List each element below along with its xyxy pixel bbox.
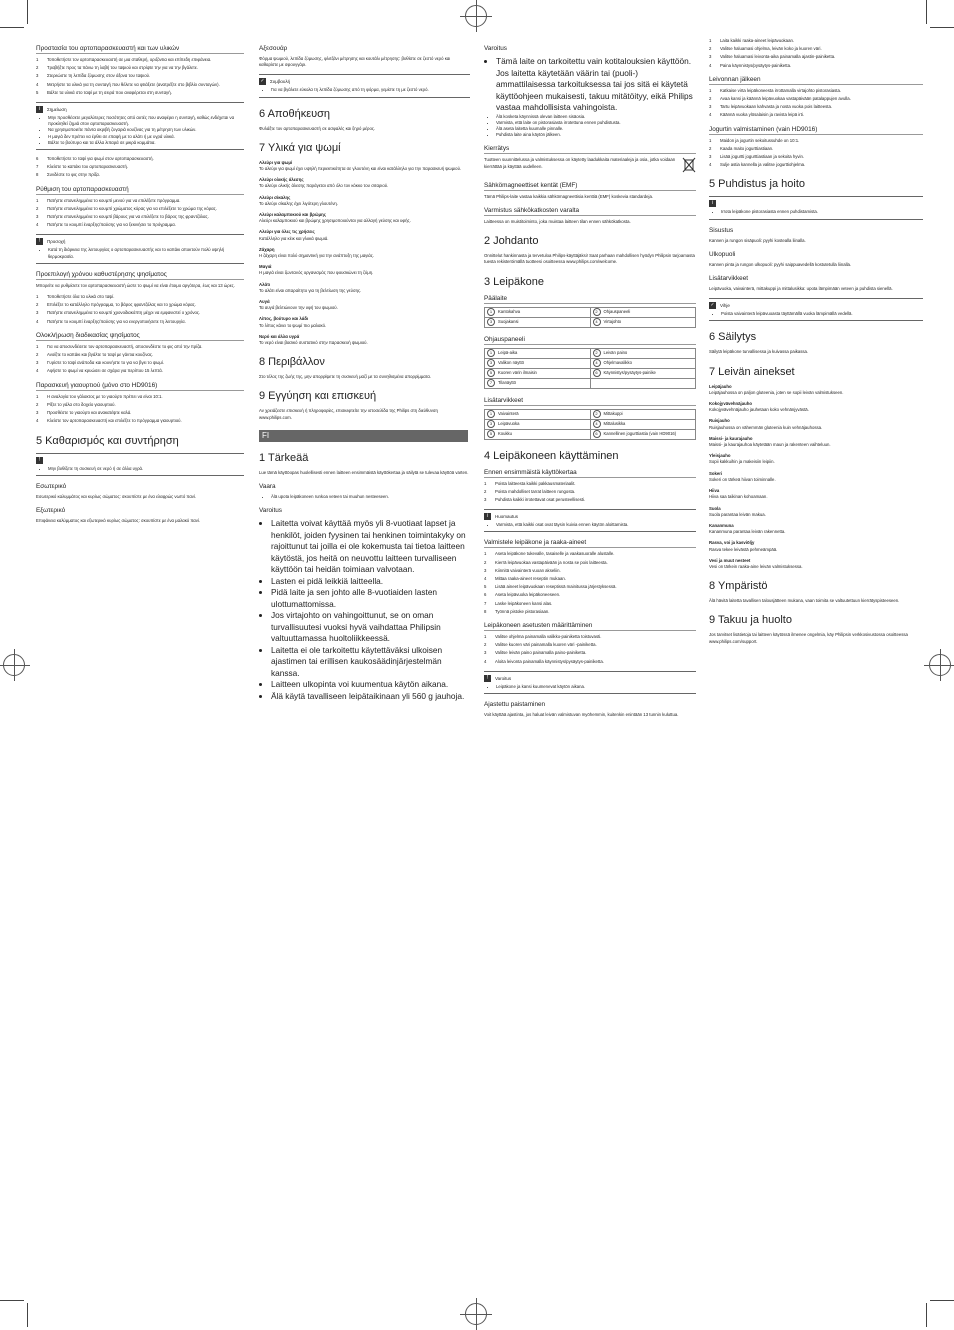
heading-preset: Προεπιλογή χρόνου καθυστέρησης ψησίματος [36,271,244,280]
heading-first-use: Ennen ensimmäistä käyttökertaa [484,469,696,478]
heading-main-unit: Päälaite [484,295,696,304]
intro-text: Lue tämä käyttöopas huolellisesti ennen laitteen ensimmäistä käyttökertaa ja säilytä se tulevaa käyttöä varten. [259,469,469,475]
note-icon: i [484,513,491,520]
steps-yogurt [36,394,244,425]
section-heading: 6 Αποθήκευση [259,107,331,120]
crop-mark [930,1300,954,1301]
heading-inner: Εσωτερικό [36,482,67,490]
step: 7 Κλείστε το καπάκι του αρτοπαρασκευαστή. [36,164,129,170]
weee-bin-icon [682,157,696,173]
tip-icon: ✓ [260,78,265,85]
step: 2 Kaada maito jogurttiastiaan. [709,145,774,151]
preset-text: Μπορείτε να ρυθμίσετε τον αρτοπαρασκευαστή ώστε το ψωμί να είναι έτοιμο αργότερα, έως και 13 ώρες. [36,282,235,288]
caution-box: ! • Μην βυθίζετε τη συσκευή σε νερό ή σε άλλα υγρά. [36,453,244,476]
note-box [36,102,244,150]
step: 3 Γυρίστε το ταψί ανάποδα και κουνήστε το για να βγει το ψωμί. [36,360,164,366]
step: 3 Kiinnitä vaivainterä vuoan akseliin. [484,567,561,573]
list-item: • Älä upota leipäkoneen runkoa veteen tai muuhun nesteeseen. [271,494,470,500]
section-heading: 8 Περιβάλλον [259,356,325,369]
section-heading: 9 Takuu ja huolto [709,614,792,627]
heading-accessories: Αξεσουάρ [259,45,288,52]
steps-yogurt [709,138,923,169]
step: 2 Πατήστε επανειλημμένα το κουμπί χρώματος κόρας για να επιλέξετε το χρώμα της κόρας. [36,205,217,211]
step: 1 Τοποθετήστε τον αρτοπαρασκευαστή σε μια σταθερή, οριζόντια και επίπεδη επιφάνεια. [36,57,212,62]
step: 1 Laita kaikki raaka-aineet leipävuokaan. [709,38,795,43]
heading-outside: Ulkopuoli [709,250,736,258]
crop-mark [27,0,28,24]
step: 2 Τραβήξτε προς τα πάνω τη λαβή του ταψιού και στρίψτε την για να την βγάλετε. [36,65,198,71]
heading-recycling: Kierrätys [484,145,696,154]
step: 3 Puhdista kaikki irrotettavat osat perusteellisesti. [484,496,586,502]
warning-icon: ! [36,238,43,245]
caution-box: ! Προσοχή • Κατά τη διάρκεια της λειτουργίας ο αρτοπαρασκευαστής και το καπάκι αποκτούν πολύ υψηλή θερμοκρασία. [36,234,244,263]
heading-after-baking: Leivonnan jälkeen [709,76,923,85]
step: 3 Tartu leipävuokaan kahvasta ja nosta vuoka pois laitteesta. [709,104,833,110]
list-item: • Puhdista laite aina käytön jälkeen. [496,132,696,138]
main-unit-table: 1 Kantokahva 2 Ohjauspaneeli 3 Suojakansi 4 Virtajohto [484,307,696,328]
step: 2 Avaa kansi ja käännä leipävuokaa vastapäivään patalappujen avulla. [709,96,851,102]
storage-text: Säilytä leipäkone turvallisessa ja kuivassa paikassa. [709,349,809,355]
note-item: • Βάλτε το βούτυρο και τα άλλα λιπαρά σε μικρά κομμάτια. [48,140,244,146]
section-heading: 6 Säilytys [709,331,757,344]
heading-timer: Ajastettu paistaminen [484,700,546,708]
step: 5 Lisää aineet leipävuokaan reseptissä mainitussa järjestyksessä. [484,584,617,590]
outer-text: Επιφάνεια καλύμματος και εξωτερικό κυρίως σώματος: σκουπίστε με ένα μαλακό πανί. [36,517,201,523]
step: 1 Η αναλογία του γάλακτος με το γιαούρτι πρέπει να είναι 10:1. [36,393,163,399]
heading-control-panel: Ohjauspaneeli [484,336,696,345]
note-box: i • Irrota leipäkone pistorasiasta ennen puhdistamista. [709,196,923,219]
step: 4 Πατήστε το κουμπί έναρξης/παύσης για να ξεκινήσει το πρόγραμμα. [36,222,176,228]
crop-mark [0,1300,24,1301]
column-greek-1 [36,38,244,1300]
list-item: • Laitteen ulkopinta voi kuumentua käytön aikana. [271,679,470,691]
list-item: • Tämä laite on tarkoitettu vain kotitalouksien käyttöön. Jos laitetta käytetään väärin tai (puoli-) ammattilaisessa tarkoituksessa tai jos sitä ei käytetä käyttöohjeen mukaisesti, takuu mitätöityy, eikä Philips vastaa mahdollisista vahingoista. [496,56,696,114]
steps-prepare [484,551,696,615]
environment-text: Στο τέλος της ζωής της, μην απορρίψετε τη συσκευή μαζί με τα συνηθισμένα απορρίμματα. [259,374,432,380]
step: 1 Valitse ohjelma painamalla valikko-painiketta toistuvasti. [484,633,602,639]
step: 2 Valitse kuoren väri painamalla kuoren väri -painiketta. [484,642,597,648]
step: 3 Στερεώστε τη λεπίδα ζύμωσης στον άξονα του ταψιού. [36,73,151,79]
section-heading: 7 Υλικά για ψωμί [259,141,341,154]
note-box: i Huomautus • Varmista, että kaikki osat ovat täysin kuivia ennen käytön aloittamista. [484,509,696,532]
step: 3 Valitse haluamasi leivonta-aika painamalla ajastin-painiketta. [709,54,836,60]
tip-icon: ✓ [710,302,715,309]
section-heading: 9 Εγγύηση και επισκευή [259,390,377,403]
step: 1 Για να αποσυνδέσετε τον αρτοπαρασκευαστή, αποσυνδέστε το φις από την πρίζα. [36,343,203,349]
step: 3 Πατήστε επανειλημμένα το κουμπί χρονοδιακόπτη μέχρι να εμφανιστεί ο χρόνος. [36,310,201,316]
step: 4 Mittaa raaka-aineet reseptin mukaan. [484,575,566,581]
crop-mark [926,1303,927,1327]
heading-outer: Εξωτερικό [36,506,66,514]
step: 4 Aloita leivonta painamalla käynnistys/pysäytys-painiketta. [484,658,604,664]
inner-text: Εσωτερικό καλυμμάτος και κυρίως σώματος: σκουπίστε με ένα ελαφρώς νωπό πανί. [36,493,197,499]
warning-icon: ! [36,457,43,464]
warning-icon: ! [484,675,491,682]
storage-text: Φυλάξτε τον αρτοπαρασκευαστή σε ασφαλές και ξηρό μέρος. [259,125,376,131]
note-item: • Η μαγιά δεν πρέπει να έρθει σε επαφή με το αλάτι ή με υγρά υλικά. [48,134,244,140]
registration-mark-left [3,654,25,676]
heading-varoitus: Varoitus [484,45,507,52]
language-bar: FI [259,430,468,442]
step: 1 Τοποθετήστε όλα τα υλικά στο ταψί. [36,294,115,300]
crop-mark [0,27,24,28]
step: 6 Τοποθετήστε το ταψί για ψωμί στον αρτοπαρασκευαστή. [36,156,154,162]
step: 4 Αφήστε το ψωμί να κρυώσει σε σχάρα για περίπου 15 λεπτά. [36,368,163,374]
heading-yogurt: Jogurtin valmistaminen (vain HD9016) [709,126,923,135]
section-heading: 7 Leivän ainekset [709,365,795,378]
step: 3 Πατήστε επανειλημμένα το κουμπί βάρους για να επιλέξετε το βάρος της φραντζόλας. [36,214,209,220]
step: 2 Valitse haluamasi ohjelma, leivän koko ja kuoren väri. [709,46,822,52]
heading-prepare: Valmistele leipäkone ja raaka-aineet [484,539,696,548]
section-heading: 4 Leipäkoneen käyttäminen [484,449,619,462]
step: 2 Poista mahdolliset tarrat laitteen rungosta. [484,488,576,494]
section-heading: 2 Johdanto [484,235,539,248]
step: 2 Kierrä leipävuokaa vastapäivään ja nosta se pois laitteesta. [484,559,608,565]
environment-text: Älä hävitä laitetta tavallisen talousjätteen mukana, vaan toimita se valtuutettuun kierrätyspisteeseen. [709,598,900,604]
warning-small-list [484,114,696,139]
heading-yogurt: Παρασκευή γιαουρτιού (μόνο στο HD9016) [36,382,244,391]
step: 6 Aseta leipävuoka leipäkoneeseen. [484,592,561,598]
heading-accessories: Lisätarvikkeet [709,275,749,283]
step: 1 Katkaise virta leipäkoneesta irrottamalla virtajohto pistorasiasta. [709,87,842,93]
column-finnish-1 [484,38,696,1300]
list-item: • Jos virtajohto on vahingoittunut, se on oman turvallisuutesi vuoksi hyvä vaihdattaa Philipsin valtuuttamassa huoltoliikkeessä. [271,610,470,645]
note-title: Σημείωση [47,107,67,113]
heading-settings: Leipäkoneen asetusten määrittäminen [484,622,696,631]
note-item: • Να χρησιμοποιείτε πάντα ακριβή ζυγαριά κουζίνας για τη μέτρηση των υλικών. [48,127,244,133]
steps-protection [36,57,244,96]
list-item: • Laitetta ei ole tarkoitettu käytettäväksi ulkoisen ajastimen tai erillisen kaukosäädinjärjestelmän kanssa. [271,645,470,680]
step: 4 Μετρήστε τα υλικά για τη συνταγή που θέλετε να φτιάξετε (ανατρέξτε στο βιβλίο συνταγών). [36,81,220,87]
heading-adjust: Ρύθμιση του αρτοπαρασκευαστή [36,186,244,195]
registration-mark-right [929,654,951,676]
list-item: • Laitetta voivat käyttää myös yli 8-vuotiaat lapset ja henkilöt, joiden fyysinen tai henkinen toimintakyky on rajoittunut tai joilla ei ole kokemusta tai tietoa laitteen käytöstä, jos heitä on neuvottu laitteen turvalliseen käyttöön tai heidän toimiaan valvotaan. [271,518,470,576]
list-item: • Varmista, että laite on pistorasiasta irrotettuna ennen puhdistusta. [496,120,696,126]
warning-list [259,518,470,702]
inside-text: Kannen ja rungon sisäpuoli: pyyhi kostealla liinalla. [709,237,806,243]
column-finnish-2 [709,38,923,1300]
step: 3 Valitse leivän paino painamalla paino-painiketta. [484,650,587,656]
step: 1 Πατήστε επανειλημμένα το κουμπί μενού για να επιλέξετε πρόγραμμα. [36,197,181,203]
step: 8 Συνδέστε το φις στην πρίζα. [36,172,100,178]
timer-text: Voit käyttää ajastinta, jos haluat leivän valmistuvan myöhemmin, kuitenkin enintään 13 tunnin kuluttua. [484,711,679,717]
crop-mark [926,0,927,24]
step: 5 Βάλτε τα υλικά στο ταψί με τη σειρά που αναφέρεται στη συνταγή. [36,89,172,95]
outside-text: Kannen pinta ja rungon ulkopuoli: pyyhi saippuavedellä kostutetulla liinalla. [709,261,852,267]
steps-insert [36,156,244,179]
note-icon: i [36,106,43,113]
steps-after [709,88,923,119]
step: 2 Επιλέξτε το κατάλληλο πρόγραμμα, το βάρος φραντζόλας και το χρώμα κόρας. [36,302,196,308]
accessories-text: Φόρμα ψωμιού, λεπίδα ζύμωσης, φλιτζάνι μέτρησης και κουτάλι μέτρησης: βυθίστε σε ζεστό νερό και καθαρίστε με σφουγγάρι. [259,56,451,68]
intro-text: Onnittelut hankinnasta ja tervetuloa Philips-käyttäjäksi! Saat parhaan mahdollisen hyödyn Philipsin tarjoamasta tuesta rekisteröimällä tuotteesi osoitteessa www.philips.com/welcome. [484,253,695,265]
step: 1 Aseta leipäkone tukevalle, tasaiselle ja vaakasuoralle alustalle. [484,551,615,557]
section-heading: 8 Ympäristö [709,580,768,593]
section-heading: 5 Καθαρισμός και συντήρηση [36,434,179,447]
step: 7 Laske leipäkoneen kansi alas. [484,600,553,606]
step: 1 Poista laitteesta kaikki pakkausmateriaalit. [484,480,576,486]
step: 3 Lisää jogurtti jogurttiastiaan ja sekoita hyvin. [709,154,805,160]
tip-box: ✓ Vihje • Poista vaivainterä leipävuoasta täyttämällä vuoka lämpimällä vedellä. [709,298,923,321]
ingredients-list: Αλεύρι για ψωμί Το αλεύρι για ψωμί έχει υψηλή περιεκτικότητα σε γλουτένη και είναι κατάλληλο για την παρασκευή ψωμιού. Αλεύρι ολικής άλεσης Το αλεύρι ολικής άλεσης παράγεται από όλο τον κόκκο του σιταριού. Αλεύρι σίκαλης Το αλεύρι σίκαλης έχει λιγότερη γλουτένη. Αλεύρι καλαμποκιού και βρώμης Αλεύρι καλαμποκιού και βρώμης χρησιμοποιούνται για αλλαγή γεύσης και υφής. Αλεύρι για όλες τις χρήσεις Κατάλληλο για κέικ και γλυκά ψωμιά. Ζάχαρη Η ζάχαρη είναι πολύ σημαντική για την ανάπτυξη της μαγιάς. Μαγιά Η μαγιά είναι ζωντανός οργανισμός που φουσκώνει τη ζύμη. Αλάτι Το αλάτι είναι απαραίτητο για τη βελτίωση της γεύσης. Αυγά Τα αυγά βελτιώνουν την υφή του ψωμιού. Λίπος, βούτυρο και λάδι Το λίπος κάνει το ψωμί πιο μαλακό. Νερό και άλλα υγρά Το νερό είναι βασικό συστατικό στην παρασκευή ψωμιού. [259,159,462,346]
note-icon: i [709,200,716,207]
ingredients-list: Leipäjauho Leipäjauhossa on paljon gluteenia, joten se sopii leivän valmistukseen. Kokojyvävehnäjauho Kokojyvävehnäjauho jauhetaan koko vehnänjyvästä. Ruisjauho Ruisjauhossa on vähemmän gluteenia kuin vehnäjauhossa. Maissi- ja kaurajauho Maissi- ja kaurajauhoa käytetään maun ja rakenteen vaihteluun. Yleisjauho Sopii kakkuihin ja makeisiin leipiin. Sokeri Sokeri on tärkeä hiivan toiminnalle. Hiiva Hiiva saa taikinan kohoamaan. Suola Suola parantaa leivän makua. Kananmuna Kananmuna parantaa leivän rakennetta. Rasva, voi ja kasviöljy Rasva tekee leivästä pehmeämpää. Vesi ja muut nesteet Vesi on tärkein raaka-aine leivän valmistuksessa. [709,383,844,569]
crop-mark [930,27,954,28]
step: 4 Sulje astia kannella ja valitse jogurttiohjelma. [709,162,806,168]
step: 4 Käännä vuoka ylösalaisin ja ravista leipä irti. [709,112,805,118]
control-panel-table: 1 Leipä-aika 2 Leivän paino 3 Valikon näyttö 4 Ohjelmavalikko 5 Kuoren värin ilmaisin 6 Käynnistys/pysäytys-painike 7 Tilanäyttö [484,348,696,389]
section-heading: 5 Puhdistus ja hoito [709,178,806,191]
list-item: • Älä käytä tavalliseen leipätaikinaan yli 560 g jauhoja. [271,691,470,703]
section-heading: 1 Tärkeää [259,451,309,464]
step: 3 Προσθέστε το γιαούρτι και ανακατέψτε καλά. [36,410,132,416]
heading-power-safety: Varmistus sähkökatkosten varalta [484,207,696,216]
heading-varoitus: Varoitus [259,507,282,515]
list-item: • Älä aseta laitetta kuumalle pinnalle. [496,126,696,132]
accessories-text: Leipävuoka, vaivainterä, mittakuppi ja mittalusikka: upota lämpimään veteen ja puhdista sienellä. [709,286,893,292]
power-safety-text: Laitteessa on muistitoiminto, joka muistaa laitteen tilan ennen sähkökatkosta. [484,218,631,224]
heading-emf: Sähkömagneettiset kentät (EMF) [484,182,696,191]
step: 4 Κλείστε τον αρτοπαρασκευαστή και επιλέξτε το πρόγραμμα γιαουρτιού. [36,418,182,424]
heading-accessories: Lisätarvikkeet [484,397,696,406]
accessories-table: 1 Vaivainterä 2 Mittakuppi 3 Leipävuoka 4 Mittalusikka 5 Koukku 6 Kannellinen jogurttiastia (vain HD9016) [484,409,696,440]
step: 2 Ανοίξτε το καπάκι και βγάλτε το ταψί με γάντια κουζίνας. [36,352,154,358]
step: 8 Työnnä pistoke pistorasiaan. [484,608,550,614]
registration-mark-top [465,5,487,27]
section-heading: 3 Leipäkone [484,275,544,288]
list-item: • Lasten ei pidä leikkiä laitteella. [271,576,470,588]
list-item: • Älä kosketa käynnissä olevan laitteen sisäosia. [496,114,696,120]
caution-box: ! Varoitus • Leipäkone ja kansi kuumenevat käytön aikana. [484,671,696,694]
crop-mark [27,1303,28,1327]
column-greek-2 [259,38,470,1300]
step: 1 Maidon ja jogurtin sekoitussuhde on 10:1. [709,137,800,143]
step: 4 Πατήστε το κουμπί έναρξης/παύσης για να ενεργοποιήσετε τη λειτουργία. [36,318,186,324]
warranty-text: Αν χρειάζεστε επισκευή ή πληροφορίες, επισκεφτείτε την ιστοσελίδα της Philips στη διεύθυνση www.philips.com. [259,408,438,420]
warning-list [484,56,696,114]
steps-settings [484,634,696,665]
emf-text: Tämä Philips-laite vastaa kaikkia sähkömagneettisia kenttiä (EMF) koskevia standardeja. [484,193,654,199]
note-item: • Μην προσθέσετε μεγαλύτερες ποσότητες από αυτές που αναφέρει η συνταγή, καθώς ενδέχεται να προκληθεί ζημιά στον αρτοπαρασκευαστή. [48,115,244,127]
steps-first-use [484,481,696,504]
recycling-text: Tuotteen suunnittelussa ja valmistuksessa on käytetty laadukkaita materiaaleja ja osia, jotka voidaan kierrättää ja käyttää uudelleen. [484,157,676,169]
steps-timer [709,38,923,69]
heading-inside: Sisustus [709,226,734,234]
list-item: • Pidä laite ja sen johto alle 8-vuotiaiden lasten ulottumattomissa. [271,587,470,610]
step: 2 Ρίξτε το γάλα στο δοχείο γιαουρτιού. [36,401,116,407]
heading-vaara: Vaara [259,483,276,491]
warranty-text: Jos tarvitset lisätietoja tai laitteen käytössä ilmenee ongelmia, käy Philipsin verkkosivustossa osoitteessa www.philips.com/support. [709,632,908,644]
steps-adjust [36,198,244,229]
tip-box: ✓ Συμβουλή • Για να βγάλετε εύκολα τη λεπίδα ζύμωσης από τη φόρμα, γεμίστε τη με ζεστό νερό. [259,74,470,97]
heading-end: Ολοκλήρωση διαδικασίας ψησίματος [36,332,244,341]
registration-mark-bottom [465,1303,487,1325]
step: 4 Paina käynnistys/pysäytys-painiketta. [709,62,792,68]
heading-protection: Προστασία του αρτοπαρασκευαστή και των υλικών [36,45,244,54]
steps-preset [36,294,244,325]
steps-end [36,344,244,375]
